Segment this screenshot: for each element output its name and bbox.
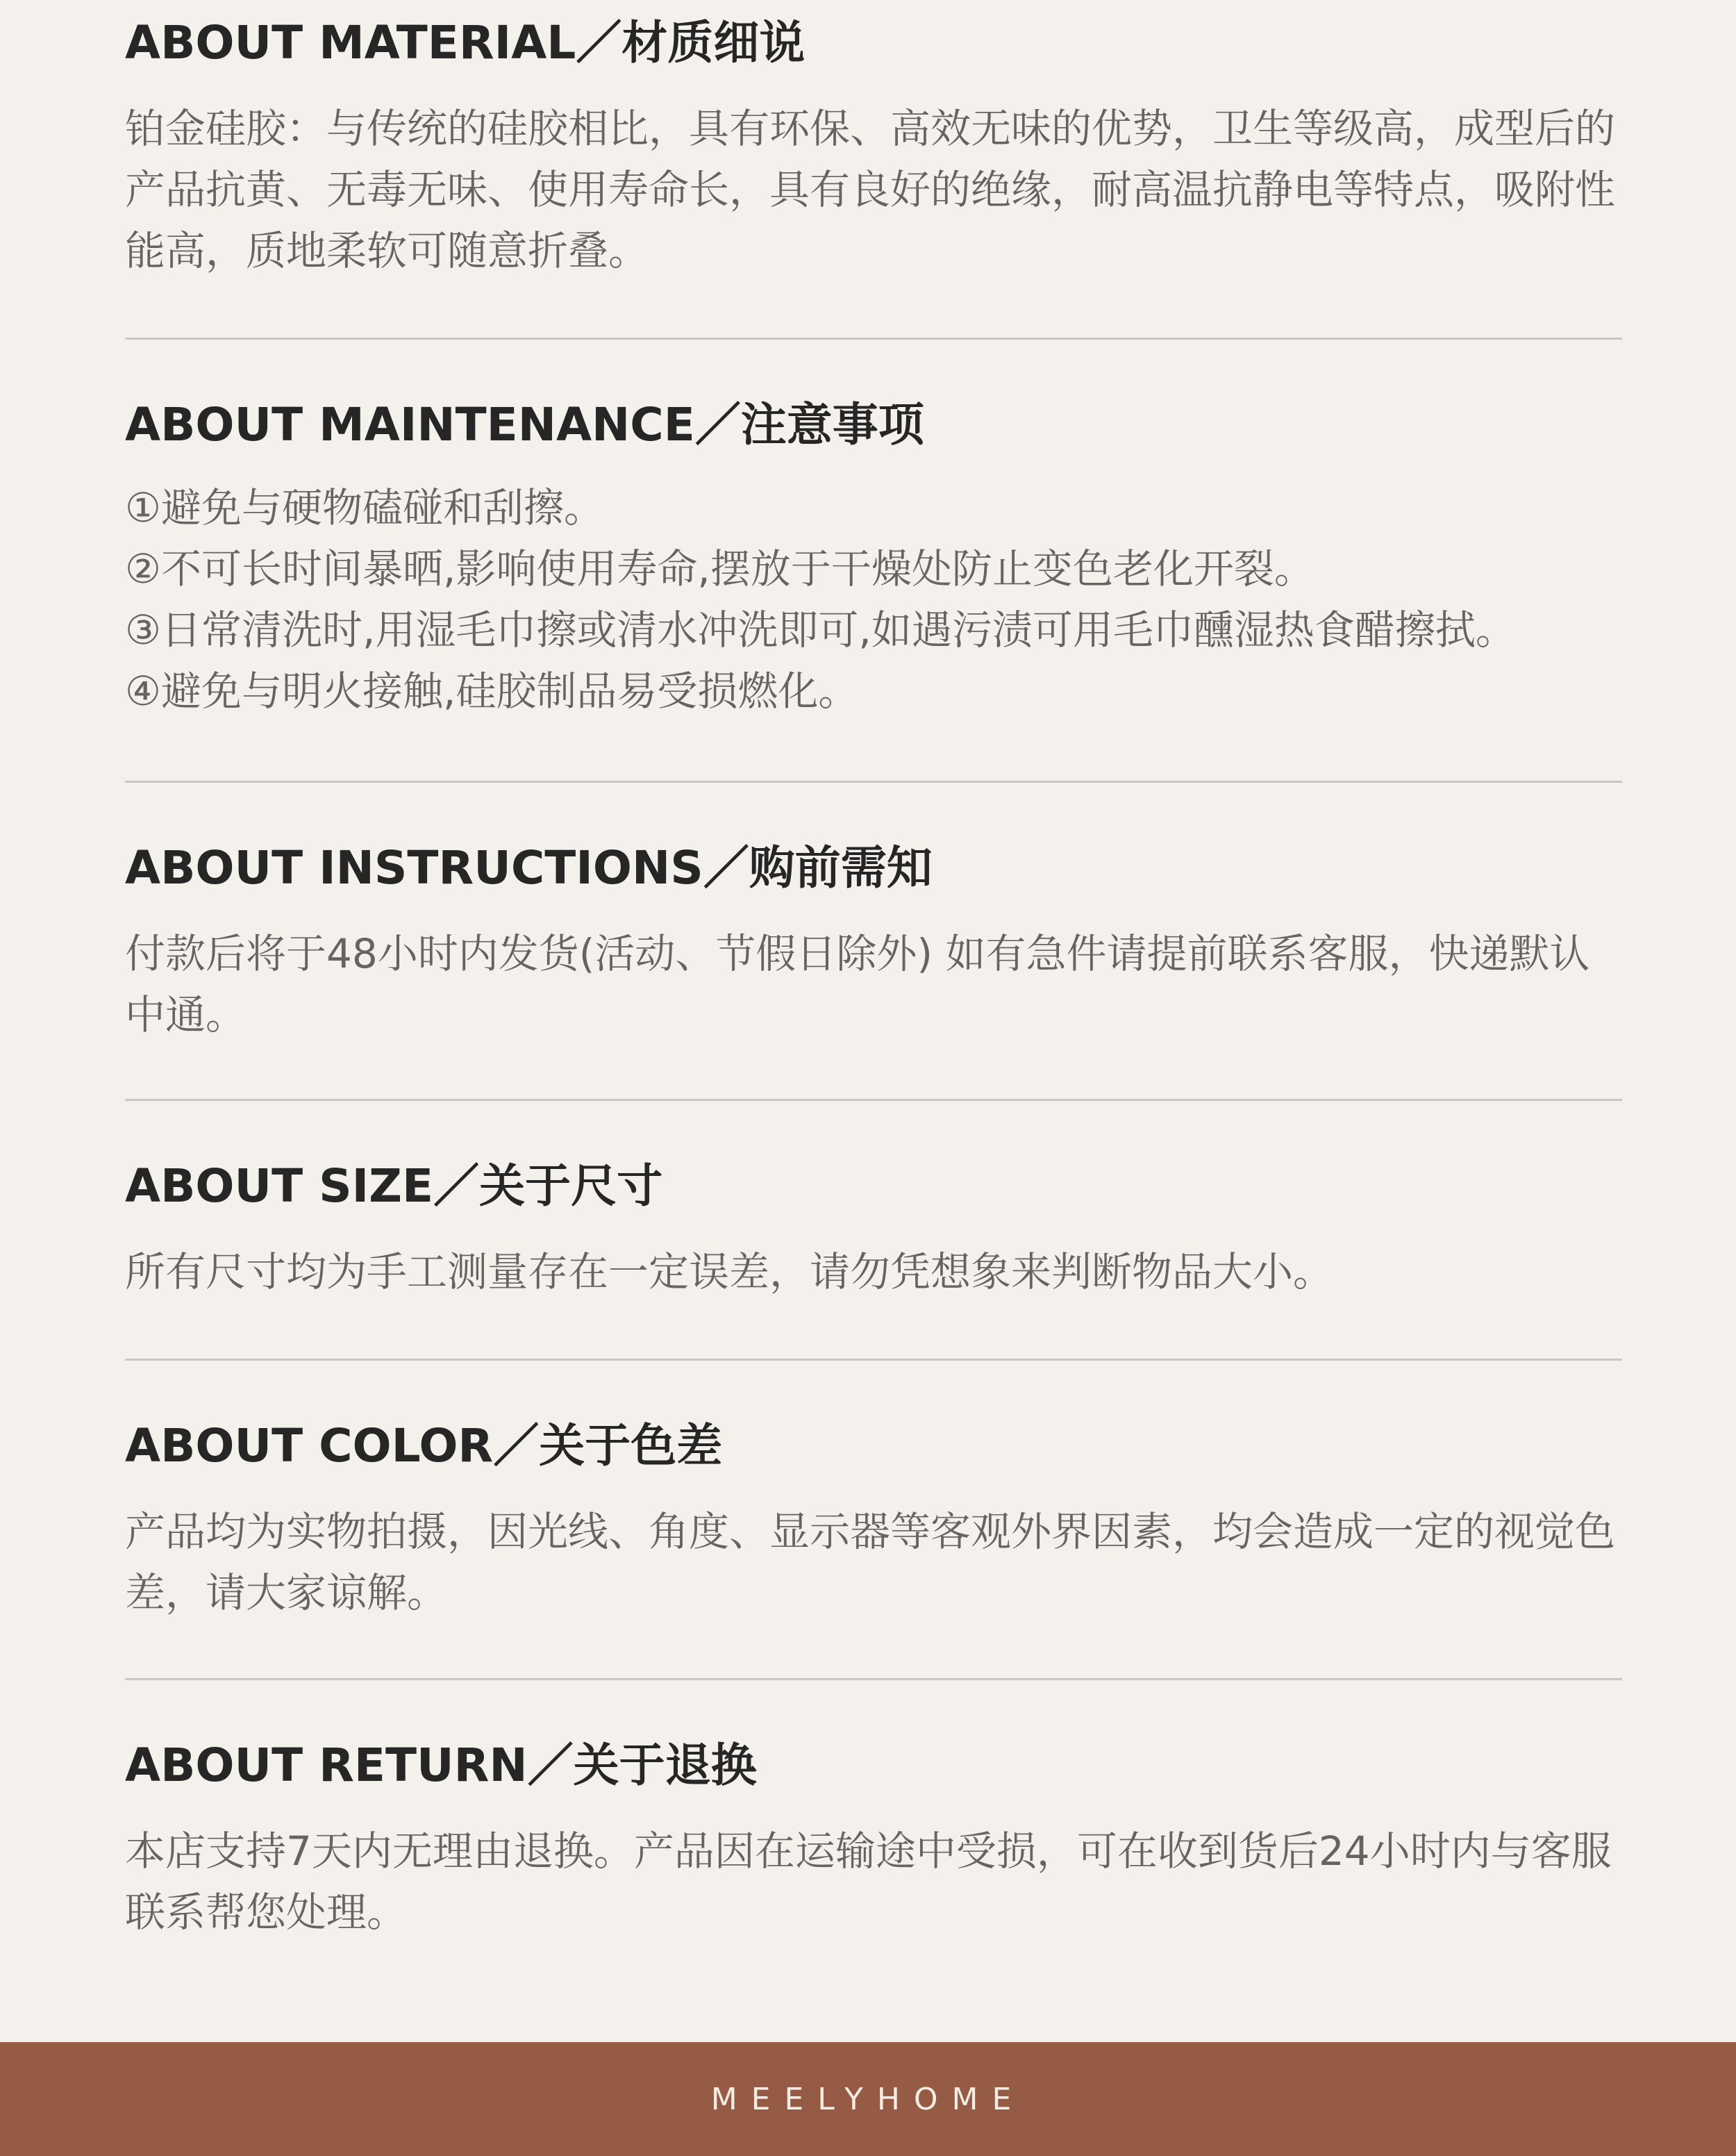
- divider: [125, 1678, 1622, 1680]
- section-body: 付款后将于48小时内发货(活动、节假日除外) 如有急件请提前联系客服，快递默认中通。: [125, 930, 1590, 1039]
- divider: [125, 781, 1622, 783]
- section-body: 铂金硅胶：与传统的硅胶相比，具有环保、高效无味的优势，卫生等级高，成型后的产品抗黄、无毒无味、使用寿命长，具有良好的绝缘，耐高温抗静电等特点，吸附性能高，质地柔软可随意折叠。: [125, 105, 1616, 275]
- section-size: [125, 1159, 1622, 1302]
- list-item: ③日常清洗时,用湿毛巾擦或清水冲洗即可,如遇污渍可用毛巾醺湿热食醋擦拭。: [125, 606, 1516, 654]
- footer-bar: [0, 2042, 1736, 2156]
- section-body: 本店支持7天内无理由退换。产品因在运输途中受损，可在收到货后24小时内与客服联系帮您处理。: [125, 1827, 1612, 1937]
- section-material: [125, 15, 1622, 281]
- section-list: [125, 477, 1622, 722]
- section-title: ABOUT INSTRUCTIONS／购前需知: [125, 841, 933, 895]
- section-instructions: [125, 840, 1622, 1045]
- divider: [125, 1359, 1622, 1361]
- section-body: 所有尺寸均为手工测量存在一定误差，请勿凭想象来判断物品大小。: [125, 1248, 1334, 1296]
- section-title: ABOUT COLOR／关于色差: [125, 1419, 723, 1473]
- section-body: 产品均为实物拍摄，因光线、角度、显示器等客观外界因素，均会造成一定的视觉色差，请大家谅解。: [125, 1508, 1616, 1617]
- divider: [125, 338, 1622, 340]
- brand-name: MEELYHOME: [710, 2081, 1026, 2117]
- section-color: [125, 1418, 1622, 1623]
- divider: [125, 1099, 1622, 1101]
- section-title: ABOUT MATERIAL／材质细说: [125, 16, 806, 69]
- section-maintenance: [125, 397, 1622, 722]
- list-item: ①避免与硬物磕碰和刮擦。: [125, 484, 604, 532]
- section-return: [125, 1738, 1622, 1943]
- list-item: ②不可长时间暴晒,影响使用寿命,摆放于干燥处防止变色老化开裂。: [125, 545, 1314, 593]
- list-item: ④避免与明火接触,硅胶制品易受损燃化。: [125, 667, 859, 715]
- section-title: ABOUT MAINTENANCE／注意事项: [125, 398, 924, 451]
- section-title: ABOUT SIZE／关于尺寸: [125, 1159, 663, 1213]
- section-title: ABOUT RETURN／关于退换: [125, 1739, 757, 1792]
